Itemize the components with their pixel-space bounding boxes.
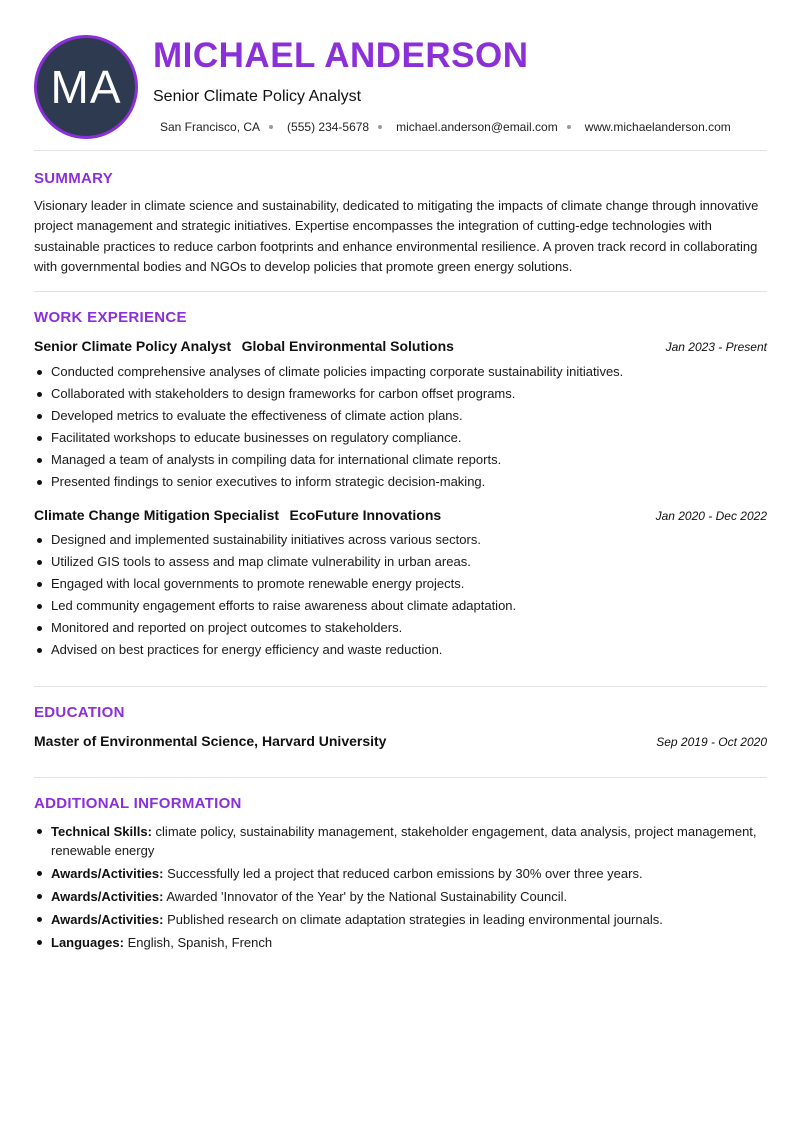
summary-text: Visionary leader in climate science and sustainability, dedicated to mitigating the impacts of climate change through innovative project management and strategic initiatives. Expertise encompasses the integration of cutting-edge technologies with sustainable practices to reduce carbon footprints and enhance environmental resilience. A proven track record in collaborating with governmental bodies and NGOs to develop policies that promote green energy solutions. <box>34 198 759 274</box>
divider <box>34 291 767 292</box>
education-degree: Master of Environmental Science, Harvard University <box>34 733 387 749</box>
info-text: Successfully led a project that reduced carbon emissions by 30% over three years. <box>167 866 643 881</box>
contact-email[interactable]: michael.anderson@email.com <box>396 120 558 134</box>
job-role: Senior Climate Policy Analyst <box>34 338 232 354</box>
contact-bar <box>160 120 731 134</box>
info-text: Awarded 'Innovator of the Year' by the National Sustainability Council. <box>166 889 568 904</box>
info-label: Awards/Activities: <box>51 866 164 881</box>
info-label: Languages: <box>51 935 124 950</box>
education-dates: Sep 2019 - Oct 2020 <box>656 735 767 749</box>
avatar-initials: MA <box>50 61 122 113</box>
divider <box>34 777 767 778</box>
job-dates: Jan 2023 - Present <box>665 340 767 354</box>
divider <box>34 686 767 687</box>
info-label: Awards/Activities: <box>51 889 164 904</box>
job-title-line <box>34 507 441 525</box>
info-text: English, Spanish, French <box>127 935 273 950</box>
contact-phone[interactable]: (555) 234-5678 <box>287 120 370 134</box>
contact-location: San Francisco, CA <box>160 120 261 134</box>
list-item: Presented findings to senior executives to inform strategic decision-making. <box>34 471 767 493</box>
list-item: Utilized GIS tools to assess and map climate vulnerability in urban areas. <box>34 551 767 573</box>
info-text: climate policy, sustainability management, stakeholder engagement, data analysis, project management, renewable energy <box>51 824 757 858</box>
info-text: Published research on climate adaptation strategies in leading environmental journals. <box>167 912 663 927</box>
list-item <box>34 864 767 883</box>
education-entry <box>34 733 767 749</box>
list-item <box>34 910 767 929</box>
job-bullets <box>34 529 767 661</box>
list-item <box>34 887 767 906</box>
list-item: Designed and implemented sustainability initiatives across various sectors. <box>34 529 767 551</box>
list-item <box>34 822 767 860</box>
list-item: Conducted comprehensive analyses of climate policies impacting corporate sustainability initiatives. <box>34 361 767 383</box>
job-title-line <box>34 338 454 356</box>
list-item: Advised on best practices for energy efficiency and waste reduction. <box>34 639 767 661</box>
job-company: Global Environmental Solutions <box>241 338 454 354</box>
contact-website[interactable]: www.michaelanderson.com <box>584 120 731 134</box>
separator-dot <box>378 125 382 129</box>
job-header <box>34 507 767 525</box>
job-dates: Jan 2020 - Dec 2022 <box>655 509 767 523</box>
additional-heading: ADDITIONAL INFORMATION <box>34 795 242 812</box>
additional-list <box>34 822 767 956</box>
list-item: Facilitated workshops to educate businesses on regulatory compliance. <box>34 427 767 449</box>
candidate-name: MICHAEL ANDERSON <box>153 36 529 75</box>
info-label: Awards/Activities: <box>51 912 164 927</box>
list-item: Engaged with local governments to promote renewable energy projects. <box>34 573 767 595</box>
list-item: Developed metrics to evaluate the effectiveness of climate action plans. <box>34 405 767 427</box>
separator-dot <box>567 125 571 129</box>
job-bullets <box>34 361 767 493</box>
education-heading: EDUCATION <box>34 704 125 721</box>
list-item: Monitored and reported on project outcomes to stakeholders. <box>34 617 767 639</box>
job-company: EcoFuture Innovations <box>289 507 442 523</box>
job-role: Climate Change Mitigation Specialist <box>34 507 280 523</box>
candidate-title: Senior Climate Policy Analyst <box>153 88 362 105</box>
info-label: Technical Skills: <box>51 824 152 839</box>
list-item: Led community engagement efforts to raise awareness about climate adaptation. <box>34 595 767 617</box>
list-item: Managed a team of analysts in compiling data for international climate reports. <box>34 449 767 471</box>
avatar <box>34 35 138 139</box>
job-header <box>34 338 767 356</box>
separator-dot <box>269 125 273 129</box>
divider <box>34 150 767 151</box>
experience-heading: WORK EXPERIENCE <box>34 309 187 326</box>
summary-heading: SUMMARY <box>34 170 114 187</box>
list-item <box>34 933 767 952</box>
list-item: Collaborated with stakeholders to design frameworks for carbon offset programs. <box>34 383 767 405</box>
